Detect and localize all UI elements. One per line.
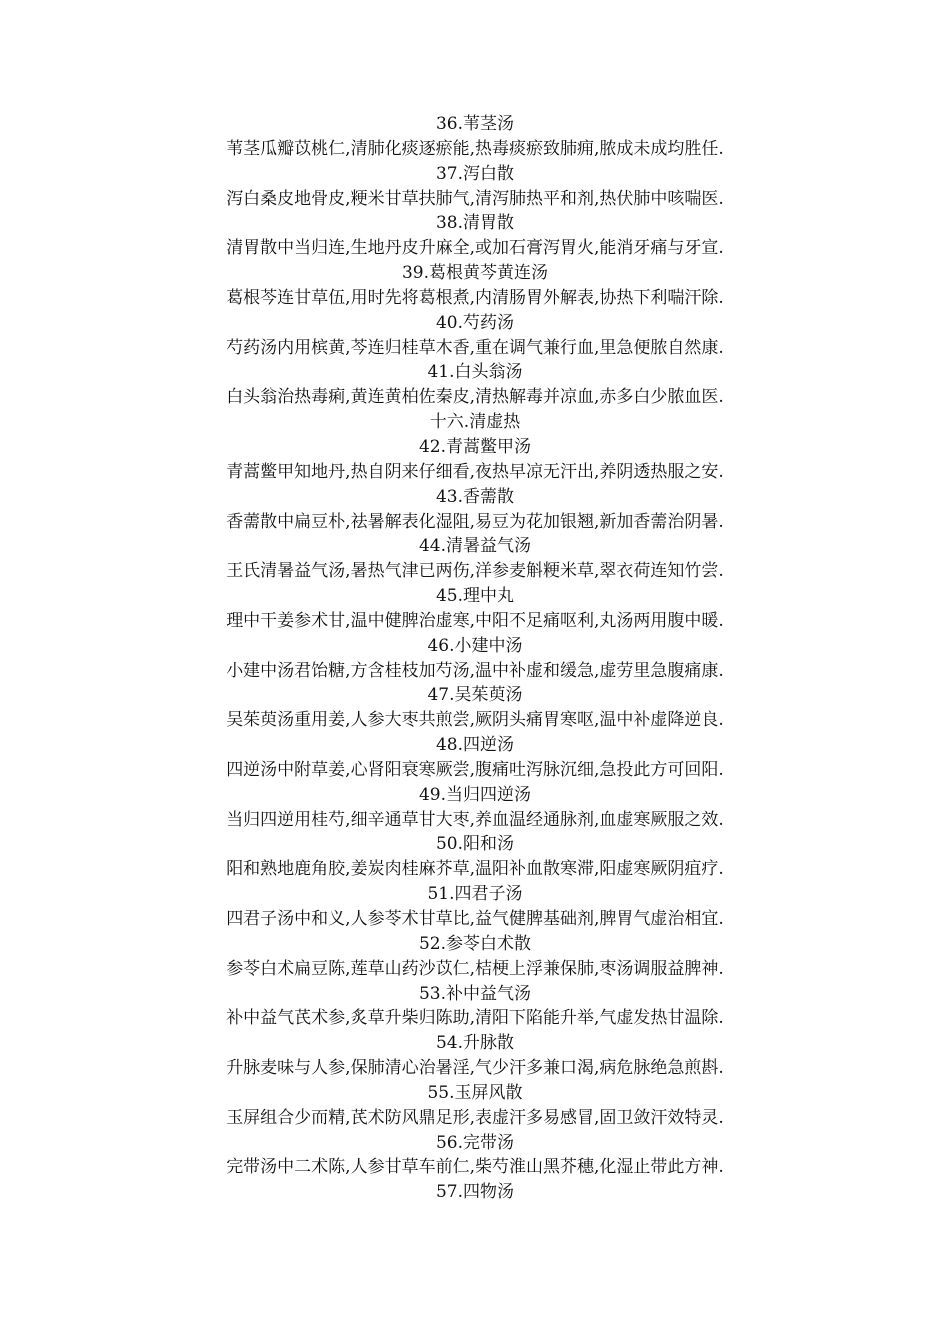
text-line: 38.清胃散	[435, 213, 515, 234]
text-line: 36.苇茎汤	[435, 114, 515, 134]
text-line: 四逆汤中附草姜,心肾阳衰寒厥尝,腹痛吐泻脉沉细,急投此方可回阳.	[226, 759, 724, 780]
text-line: 39.葛根黄芩黄连汤	[401, 263, 549, 284]
text-line: 玉屏组合少而精,芪术防风鼎足形,表虚汗多易感冒,固卫敛汗效特灵.	[226, 1107, 724, 1128]
text-line: 吴茱萸汤重用姜,人参大枣共煎尝,厥阴头痛胃寒呕,温中补虚降逆良.	[226, 710, 724, 731]
text-line: 十六.清虚热	[429, 412, 521, 433]
text-line: 阳和熟地鹿角胶,姜炭肉桂麻芥草,温阳补血散寒滞,阳虚寒厥阴疽疗.	[226, 859, 724, 880]
text-line: 升脉麦味与人参,保肺清心治暑淫,气少汗多兼口渴,病危脉绝急煎斟.	[226, 1058, 724, 1079]
text-line: 41.白头翁汤	[427, 362, 523, 383]
text-line: 53.补中益气汤	[418, 983, 532, 1004]
document-page	[0, 112, 950, 1205]
text-line: 42.青蒿鳖甲汤	[418, 436, 532, 457]
text-line: 44.清暑益气汤	[418, 536, 532, 557]
text-line: 47.吴茱萸汤	[427, 685, 523, 706]
text-line: 49.当归四逆汤	[418, 784, 532, 805]
text-line: 葛根芩连甘草伍,用时先将葛根煮,内清肠胃外解表,协热下利喘汗除.	[226, 287, 724, 308]
text-line: 理中干姜参术甘,温中健脾治虚寒,中阳不足痛呕利,丸汤两用腹中暖.	[226, 610, 724, 631]
text-line: 泻白桑皮地骨皮,粳米甘草扶肺气,清泻肺热平和剂,热伏肺中咳喘医.	[226, 188, 724, 209]
text-line: 清胃散中当归连,生地丹皮升麻全,或加石膏泻胃火,能消牙痛与牙宣.	[226, 238, 724, 259]
text-line: 王氏清暑益气汤,暑热气津已两伤,洋参麦斛粳米草,翠衣荷连知竹尝.	[226, 561, 724, 582]
text-line: 52.参苓白术散	[418, 933, 532, 954]
text-line: 青蒿鳖甲知地丹,热自阴来仔细看,夜热早凉无汗出,养阴透热服之安.	[226, 461, 724, 482]
text-line: 56.完带汤	[435, 1132, 515, 1153]
text-line: 当归四逆用桂芍,细辛通草甘大枣,养血温经通脉剂,血虚寒厥服之效.	[226, 809, 724, 830]
text-line: 48.四逆汤	[435, 735, 515, 756]
text-line: 40.芍药汤	[435, 312, 515, 333]
text-line: 55.玉屏风散	[427, 1082, 523, 1103]
text-line: 四君子汤中和义,人参苓术甘草比,益气健脾基础剂,脾胃气虚治相宜.	[226, 909, 724, 929]
text-line: 完带汤中二术陈,人参甘草车前仁,柴芍淮山黑芥穗,化湿止带此方神.	[226, 1157, 724, 1178]
text-line: 45.理中丸	[435, 586, 515, 607]
text-line: 白头翁治热毒痢,黄连黄柏佐秦皮,清热解毒并凉血,赤多白少脓血医.	[226, 387, 724, 408]
text-line: 苇茎瓜瓣苡桃仁,清肺化痰逐瘀能,热毒痰瘀致肺痈,脓成未成均胜任.	[226, 138, 724, 159]
text-line: 51.四君子汤	[427, 884, 523, 905]
text-line: 50.阳和汤	[435, 834, 515, 855]
text-line: 46.小建中汤	[427, 635, 523, 656]
text-line: 小建中汤君饴糖,方含桂枝加芍汤,温中补虚和缓急,虚劳里急腹痛康.	[226, 660, 724, 681]
text-line: 补中益气芪术参,炙草升柴归陈助,清阳下陷能升举,气虚发热甘温除.	[226, 1008, 724, 1029]
text-line: 芍药汤内用槟黄,芩连归桂草木香,重在调气兼行血,里急便脓自然康.	[226, 337, 724, 358]
text-line: 54.升脉散	[435, 1033, 515, 1054]
text-line: 43.香薷散	[435, 486, 515, 507]
text-line: 香薷散中扁豆朴,祛暑解表化湿阻,易豆为花加银翘,新加香薷治阴暑.	[226, 511, 724, 532]
text-line: 57.四物汤	[435, 1182, 515, 1203]
text-line: 参苓白术扁豆陈,莲草山药沙苡仁,桔梗上浮兼保肺,枣汤调服益脾神.	[226, 958, 724, 979]
text-line: 37.泻白散	[435, 163, 515, 184]
